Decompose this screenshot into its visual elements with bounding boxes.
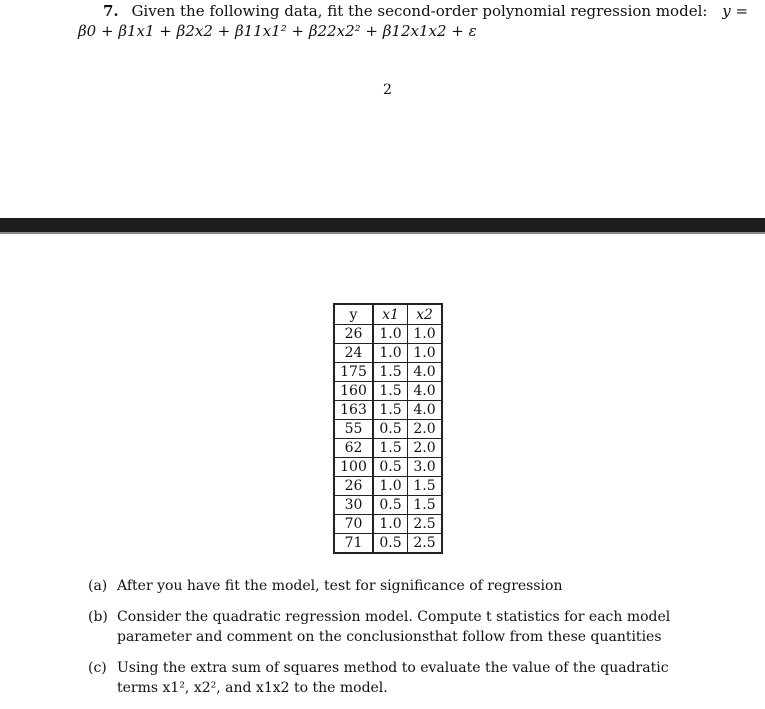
page-divider xyxy=(0,218,765,234)
table-row xyxy=(334,420,442,439)
cell-x2: 2.0 xyxy=(408,439,443,458)
part-c xyxy=(88,658,708,698)
part-a xyxy=(88,576,708,596)
cell-x1: 1.5 xyxy=(373,382,408,401)
header-y: y xyxy=(334,304,373,325)
table-row xyxy=(334,325,442,344)
part-label: (b) xyxy=(88,609,108,625)
cell-x1: 1.0 xyxy=(373,477,408,496)
cell-x2: 1.0 xyxy=(408,325,443,344)
problem-number: 7. xyxy=(103,2,119,20)
cell-y: 71 xyxy=(334,534,373,554)
part-b xyxy=(88,607,708,647)
part-text: Using the extra sum of squares method to evaluate the value of the quadratic terms x1², x2², and x1x2 to the model. xyxy=(117,660,669,696)
cell-y: 30 xyxy=(334,496,373,515)
cell-x1: 0.5 xyxy=(373,458,408,477)
table-row xyxy=(334,477,442,496)
cell-x1: 1.5 xyxy=(373,363,408,382)
cell-x2: 2.5 xyxy=(408,534,443,554)
cell-y: 70 xyxy=(334,515,373,534)
cell-x2: 4.0 xyxy=(408,401,443,420)
model-equation: β0 + β1x1 + β2x2 + β11x1² + β22x2² + β12x1x2 + ε xyxy=(78,22,477,40)
cell-x2: 1.5 xyxy=(408,477,443,496)
cell-x1: 0.5 xyxy=(373,420,408,439)
part-text: Consider the quadratic regression model. Compute t statistics for each model parameter and comment on the conclusionsthat follow from these quantities xyxy=(117,609,671,645)
cell-x1: 1.0 xyxy=(373,515,408,534)
cell-y: 62 xyxy=(334,439,373,458)
header-x2: x2 xyxy=(408,304,443,325)
question-parts xyxy=(88,576,708,709)
cell-x1: 0.5 xyxy=(373,496,408,515)
cell-x2: 4.0 xyxy=(408,382,443,401)
table-row xyxy=(334,401,442,420)
cell-y: 100 xyxy=(334,458,373,477)
cell-y: 163 xyxy=(334,401,373,420)
part-text: After you have fit the model, test for significance of regression xyxy=(117,578,563,594)
cell-x1: 1.0 xyxy=(373,325,408,344)
table-row xyxy=(334,363,442,382)
table-header-row xyxy=(334,304,442,325)
problem-intro: Given the following data, fit the second-order polynomial regression model: xyxy=(131,2,708,20)
cell-y: 26 xyxy=(334,325,373,344)
table-row xyxy=(334,382,442,401)
cell-x1: 0.5 xyxy=(373,534,408,554)
part-label: (a) xyxy=(88,578,108,594)
cell-y: 175 xyxy=(334,363,373,382)
cell-y: 26 xyxy=(334,477,373,496)
cell-x1: 1.5 xyxy=(373,439,408,458)
cell-x2: 2.0 xyxy=(408,420,443,439)
model-lhs: y = xyxy=(722,2,749,20)
table-row xyxy=(334,344,442,363)
problem-statement xyxy=(103,2,748,20)
part-label: (c) xyxy=(88,660,107,676)
cell-y: 160 xyxy=(334,382,373,401)
data-table xyxy=(333,303,443,554)
cell-x1: 1.5 xyxy=(373,401,408,420)
cell-x2: 4.0 xyxy=(408,363,443,382)
cell-x1: 1.0 xyxy=(373,344,408,363)
table-row xyxy=(334,496,442,515)
header-x1: x1 xyxy=(373,304,408,325)
cell-y: 24 xyxy=(334,344,373,363)
table-row xyxy=(334,439,442,458)
cell-x2: 3.0 xyxy=(408,458,443,477)
table-row xyxy=(334,458,442,477)
cell-x2: 1.5 xyxy=(408,496,443,515)
cell-x2: 1.0 xyxy=(408,344,443,363)
table-row xyxy=(334,534,442,554)
table-row xyxy=(334,515,442,534)
page-number: 2 xyxy=(383,82,392,98)
cell-y: 55 xyxy=(334,420,373,439)
cell-x2: 2.5 xyxy=(408,515,443,534)
